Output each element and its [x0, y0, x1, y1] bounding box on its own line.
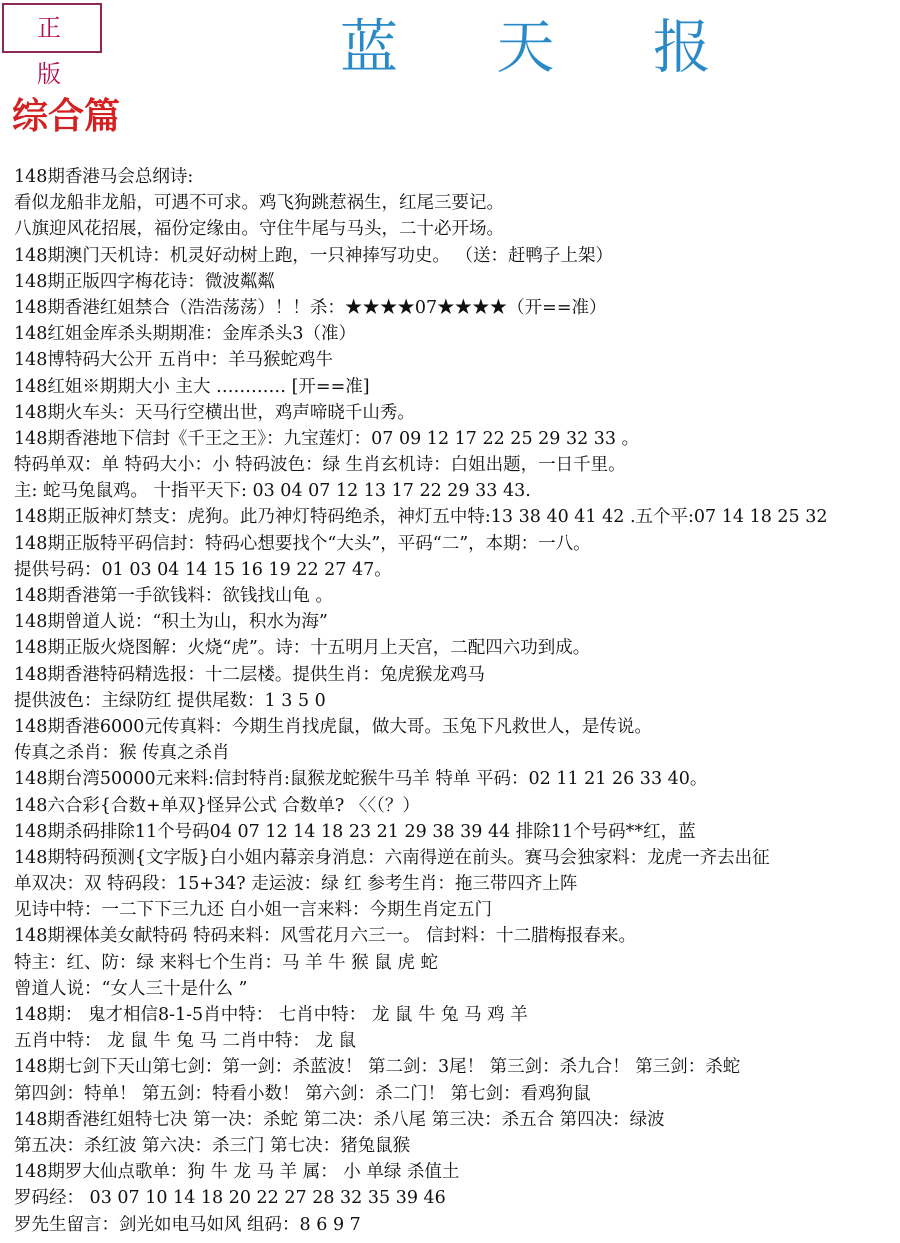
text-line: 148期罗大仙点歌单：狗 牛 龙 马 羊 属： 小 单绿 杀值土: [14, 1162, 460, 1183]
text-line: 148期香港马会总纲诗:: [14, 167, 194, 187]
text-line: 八旗迎风花招展，福份定缘由。守住牛尾与马头，二十必开场。: [14, 219, 504, 240]
text-line: 148期： 鬼才相信8-1-5肖中特： 七肖中特： 龙 鼠 牛 兔 马 鸡 羊: [14, 1005, 528, 1025]
section-title: 综合篇: [12, 95, 121, 137]
text-line: 148期正版火烧图解：火烧“虎”。诗：十五明月上天宫，二配四六功到成。: [14, 638, 591, 659]
text-line: 148期正版神灯禁支：虎狗。此乃神灯特码绝杀，神灯五中特:13 38 40 41 42 .五个平:07 14 18 25 32: [14, 507, 828, 528]
text-line: 148期杀码排除11个号码04 07 12 14 18 23 21 29 38 39 44 排除11个号码**红，蓝: [14, 821, 696, 842]
newspaper-title: 蓝 天 报: [340, 13, 751, 81]
text-line: 特主：红、防：绿 来料七个生肖：马 羊 牛 猴 鼠 虎 蛇: [14, 952, 438, 973]
text-line: 罗先生留言：剑光如电马如风 组码：8 6 9 7: [14, 1214, 361, 1235]
text-line: 148六合彩{合数+单双}怪异公式 合数单? 〈〈（？）: [14, 795, 420, 816]
text-line: 提供波色：主绿防红 提供尾数：1 3 5 0: [14, 690, 326, 711]
text-line: 148期台湾50000元来料:信封特肖:鼠猴龙蛇猴牛马羊 特单 平码：02 11 21 26 33 40。: [14, 769, 708, 790]
text-line: 148期裸体美女献特码 特码来料：风雪花月六三一。 信封料：十二腊梅报春来。: [14, 926, 637, 947]
text-line: 148期香港特码精选报：十二层楼。提供生肖：兔虎猴龙鸡马: [14, 664, 485, 685]
text-line: 148期香港第一手欲钱料：欲钱找山龟 。: [14, 586, 333, 606]
text-line: 148红姐金库杀头期期准：金库杀头3（准）: [14, 324, 357, 345]
text-line: 曾道人说：“女人三十是什么 ”: [14, 978, 248, 999]
text-line: 第四剑：特单！ 第五剑：特看小数！ 第六剑：杀二门！ 第七剑：看鸡狗鼠: [14, 1083, 591, 1104]
text-line: 148期正版四字梅花诗：微波粼粼: [14, 271, 275, 292]
text-line: 148期特码预测{文字版}白小姐内幕亲身消息：六南得逆在前头。赛马会独家料：龙虎一齐去出征: [14, 847, 770, 868]
text-line: 罗码经： 03 07 10 14 18 20 22 27 28 32 35 39 46: [14, 1188, 446, 1209]
text-line: 148红姐※期期大小 主大 ………… [开==准]: [14, 376, 370, 397]
text-line: 148期曾道人说：“积土为山，积水为海”: [14, 612, 328, 633]
text-line: 148期香港红姐特七决 第一决：杀蛇 第二决：杀八尾 第三决：杀五合 第四决：绿波: [14, 1109, 665, 1130]
text-line: 提供号码：01 03 04 14 15 16 19 22 27 47。: [14, 559, 392, 580]
text-line: 148期香港6000元传真料：今期生肖找虎鼠，做大哥。玉兔下凡救世人，是传说。: [14, 716, 652, 737]
text-line: 特码单双：单 特码大小：小 特码波色：绿 生肖玄机诗：白姐出题，一日千里。: [14, 455, 626, 476]
content-body: [14, 164, 894, 1238]
text-line: 148期香港红姐禁合（浩浩荡荡）！！杀：★★★★07★★★★（开==准）: [14, 297, 607, 318]
text-line: 148期七剑下天山第七剑：第一剑：杀蓝波！ 第二剑：3尾！ 第三剑：杀九合！ 第三剑：杀蛇: [14, 1057, 741, 1078]
text-line: 五肖中特： 龙 鼠 牛 兔 马 二肖中特： 龙 鼠: [14, 1031, 357, 1052]
text-line: 第五决：杀红波 第六决：杀三门 第七决：猪兔鼠猴: [14, 1135, 411, 1156]
edition-badge: 正 版: [2, 3, 102, 53]
text-line: 单双决：双 特码段：15+34? 走运波：绿 红 参考生肖：拖三带四齐上阵: [14, 874, 578, 895]
text-line: 148博特码大公开 五肖中：羊马猴蛇鸡牛: [14, 350, 333, 371]
text-line: 看似龙船非龙船，可遇不可求。鸡飞狗跳惹祸生，红尾三要记。: [14, 193, 504, 214]
text-line: 148期澳门天机诗：机灵好动树上跑，一只神捧写功史。 （送：赶鸭子上架）: [14, 245, 613, 266]
text-line: 主: 蛇马兔鼠鸡。 十指平天下: 03 04 07 12 13 17 22 29 33 43.: [14, 481, 531, 502]
text-line: 传真之杀肖：猴 传真之杀肖: [14, 743, 230, 764]
text-line: 148期正版特平码信封：特码心想要找个“大头”，平码“二”，本期：一八。: [14, 533, 591, 554]
text-line: 见诗中特：一二下下三九还 白小姐一言来料：今期生肖定五门: [14, 900, 493, 921]
text-line: 148期香港地下信封《千王之王》：九宝莲灯：07 09 12 17 22 25 29 32 33 。: [14, 428, 640, 449]
text-line: 148期火车头：天马行空横出世，鸡声啼晓千山秀。: [14, 402, 415, 423]
